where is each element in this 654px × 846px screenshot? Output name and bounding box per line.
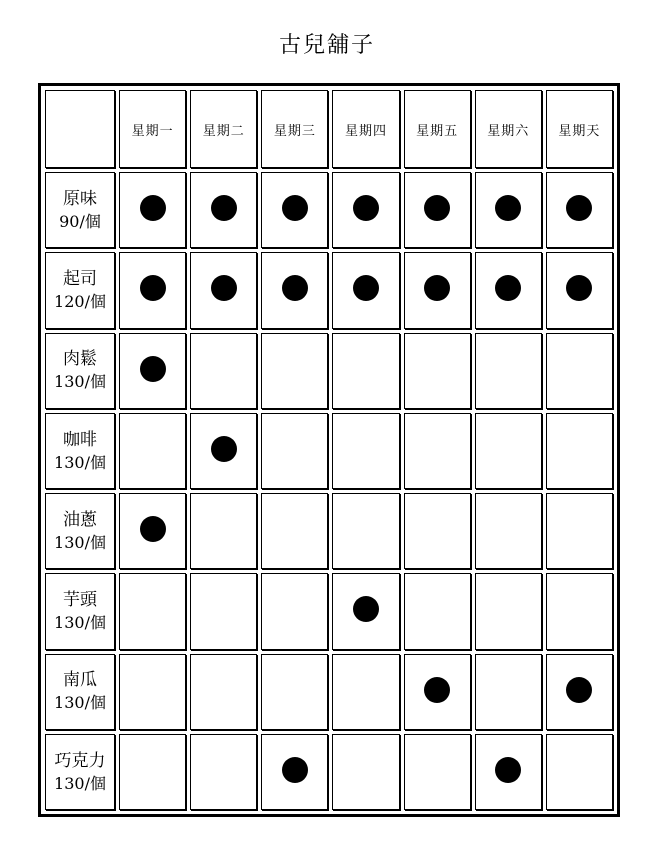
schedule-cell: [546, 573, 613, 649]
schedule-cell: [190, 573, 257, 649]
schedule-cell: [475, 493, 542, 569]
schedule-cell: [404, 172, 471, 248]
schedule-cell: [332, 654, 399, 730]
item-name: 油蔥: [63, 509, 97, 530]
schedule-body: [45, 172, 613, 810]
day-header-sun: 星期天: [546, 90, 613, 168]
item-row: [45, 493, 613, 569]
item-label-cell: [45, 172, 115, 248]
schedule-cell: [475, 734, 542, 810]
schedule-cell: [475, 172, 542, 248]
item-label-cell: [45, 573, 115, 649]
schedule-cell: [546, 734, 613, 810]
schedule-cell: [332, 413, 399, 489]
item-row: [45, 654, 613, 730]
item-label-cell: [45, 333, 115, 409]
schedule-cell: [332, 734, 399, 810]
schedule-cell: [332, 333, 399, 409]
filled-circle-icon: [282, 757, 308, 783]
schedule-cell: [261, 573, 328, 649]
item-price: 90/個: [59, 211, 101, 231]
filled-circle-icon: [282, 195, 308, 221]
item-name: 南瓜: [63, 670, 97, 691]
item-price: 130/個: [54, 693, 106, 713]
filled-circle-icon: [353, 596, 379, 622]
filled-circle-icon: [140, 275, 166, 301]
schedule-cell: [261, 172, 328, 248]
day-header-sat: 星期六: [475, 90, 542, 168]
schedule-cell: [546, 252, 613, 328]
schedule-cell: [190, 333, 257, 409]
filled-circle-icon: [424, 677, 450, 703]
schedule-cell: [404, 252, 471, 328]
day-header-mon: 星期一: [119, 90, 186, 168]
filled-circle-icon: [424, 195, 450, 221]
corner-cell: [45, 90, 115, 168]
schedule-cell: [404, 333, 471, 409]
item-row: [45, 252, 613, 328]
filled-circle-icon: [566, 195, 592, 221]
item-price: 130/個: [54, 613, 106, 633]
schedule-cell: [119, 493, 186, 569]
schedule-cell: [190, 493, 257, 569]
schedule-cell: [404, 654, 471, 730]
schedule-cell: [475, 654, 542, 730]
schedule-cell: [546, 172, 613, 248]
schedule-cell: [404, 573, 471, 649]
item-label-cell: [45, 252, 115, 328]
filled-circle-icon: [495, 757, 521, 783]
schedule-cell: [475, 413, 542, 489]
filled-circle-icon: [211, 275, 237, 301]
filled-circle-icon: [140, 516, 166, 542]
item-label-cell: [45, 493, 115, 569]
schedule-cell: [190, 252, 257, 328]
schedule-cell: [475, 252, 542, 328]
schedule-cell: [475, 333, 542, 409]
day-header-fri: 星期五: [404, 90, 471, 168]
schedule-cell: [119, 333, 186, 409]
schedule-cell: [119, 413, 186, 489]
schedule-cell: [475, 573, 542, 649]
filled-circle-icon: [140, 195, 166, 221]
schedule-cell: [332, 252, 399, 328]
filled-circle-icon: [566, 677, 592, 703]
filled-circle-icon: [566, 275, 592, 301]
schedule-cell: [332, 573, 399, 649]
schedule-cell: [261, 333, 328, 409]
filled-circle-icon: [211, 436, 237, 462]
header-row: [45, 90, 613, 168]
item-label-cell: [45, 654, 115, 730]
item-name: 巧克力: [54, 750, 106, 771]
schedule-cell: [404, 493, 471, 569]
schedule-cell: [332, 493, 399, 569]
schedule-cell: [119, 172, 186, 248]
item-price: 130/個: [54, 773, 106, 793]
filled-circle-icon: [140, 356, 166, 382]
item-row: [45, 413, 613, 489]
item-row: [45, 573, 613, 649]
schedule-cell: [261, 654, 328, 730]
schedule-cell: [190, 172, 257, 248]
filled-circle-icon: [353, 195, 379, 221]
schedule-cell: [190, 734, 257, 810]
filled-circle-icon: [282, 275, 308, 301]
item-name: 咖啡: [63, 429, 97, 450]
item-name: 原味: [63, 188, 97, 209]
schedule-cell: [404, 734, 471, 810]
item-name: 肉鬆: [63, 349, 97, 370]
day-header-thu: 星期四: [332, 90, 399, 168]
schedule-cell: [119, 654, 186, 730]
item-row: [45, 333, 613, 409]
day-header-wed: 星期三: [261, 90, 328, 168]
item-name: 起司: [63, 269, 97, 290]
filled-circle-icon: [353, 275, 379, 301]
item-row: [45, 734, 613, 810]
schedule-cell: [119, 734, 186, 810]
filled-circle-icon: [495, 275, 521, 301]
schedule-cell: [546, 654, 613, 730]
schedule-cell: [546, 413, 613, 489]
schedule-cell: [404, 413, 471, 489]
item-price: 130/個: [54, 372, 106, 392]
item-label-cell: [45, 413, 115, 489]
item-name: 芋頭: [63, 590, 97, 611]
item-price: 120/個: [54, 292, 106, 312]
schedule-cell: [261, 413, 328, 489]
filled-circle-icon: [424, 275, 450, 301]
day-header-tue: 星期二: [190, 90, 257, 168]
schedule-cell: [546, 333, 613, 409]
schedule-cell: [190, 413, 257, 489]
schedule-cell: [261, 734, 328, 810]
page-title: 古兒舖子: [278, 33, 375, 58]
schedule-cell: [119, 573, 186, 649]
item-label-cell: [45, 734, 115, 810]
schedule-cell: [332, 172, 399, 248]
schedule-cell: [261, 493, 328, 569]
weekly-schedule-table: [38, 83, 620, 817]
schedule-cell: [261, 252, 328, 328]
item-row: [45, 172, 613, 248]
item-price: 130/個: [54, 452, 106, 472]
filled-circle-icon: [211, 195, 237, 221]
item-price: 130/個: [54, 532, 106, 552]
filled-circle-icon: [495, 195, 521, 221]
schedule-cell: [119, 252, 186, 328]
schedule-cell: [546, 493, 613, 569]
schedule-cell: [190, 654, 257, 730]
